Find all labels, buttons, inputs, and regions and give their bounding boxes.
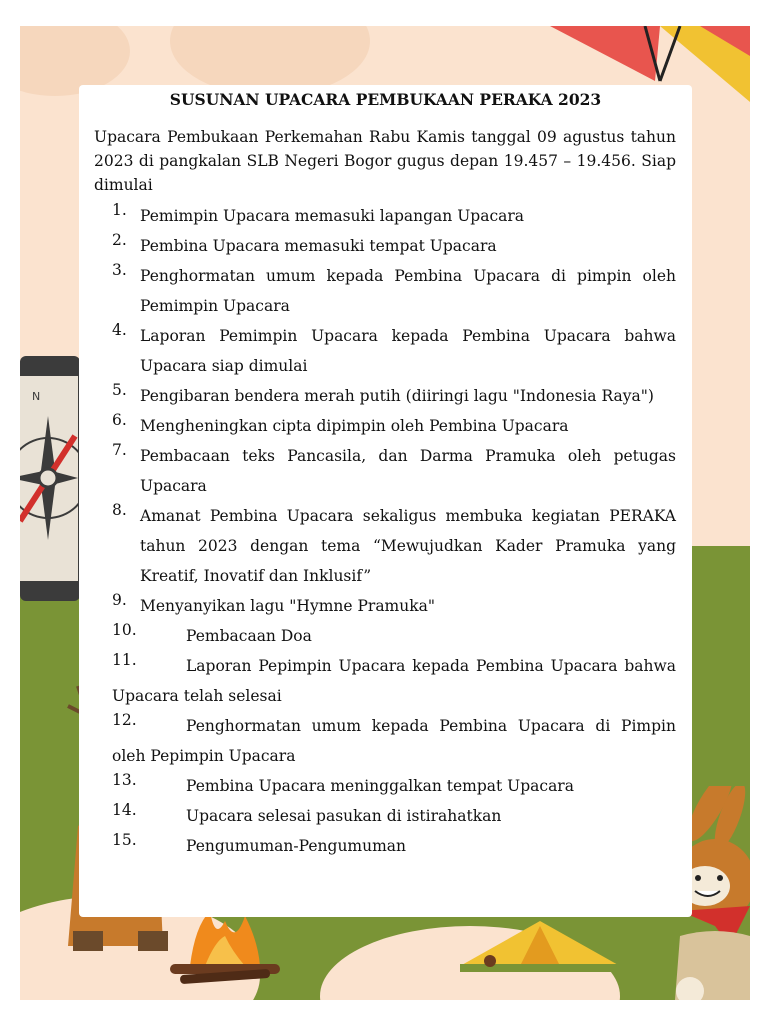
agenda-item: [112, 501, 676, 591]
agenda-item: [112, 261, 676, 321]
agenda-item-number: 4.: [112, 321, 127, 339]
agenda-item-number: 15.: [112, 831, 137, 849]
document-title: SUSUNAN UPACARA PEMBUKAAN PERAKA 2023: [169, 90, 602, 109]
agenda-item-number: 2.: [112, 231, 127, 249]
agenda-item-number: 10.: [112, 621, 137, 639]
agenda-item-text: Pengumuman-Pengumuman: [186, 837, 407, 855]
agenda-item-text: Laporan Pepimpin Upacara kepada Pembina Upacara bahwa Upacara telah selesai: [112, 657, 676, 705]
agenda-item: [112, 651, 676, 711]
agenda-item-number: 12.: [112, 711, 137, 729]
agenda-item-text: Pembacaan teks Pancasila, dan Darma Pramuka oleh petugas Upacara: [140, 447, 676, 495]
agenda-item-number: 8.: [112, 501, 127, 519]
agenda-item: [112, 411, 676, 441]
agenda-item-text: Mengheningkan cipta dipimpin oleh Pembina Upacara: [140, 417, 569, 435]
agenda-item-number: 13.: [112, 771, 137, 789]
agenda-item-text: Menyanyikan lagu "Hymne Pramuka": [140, 597, 435, 615]
agenda-item: [112, 591, 676, 621]
agenda-item: [112, 711, 676, 771]
agenda-item-text: Pengibaran bendera merah putih (diiringi lagu "Indonesia Raya"): [140, 387, 654, 405]
campfire-icon: [170, 906, 280, 986]
compass-icon: [20, 356, 80, 601]
agenda-item: [112, 771, 676, 801]
agenda-item: [112, 831, 676, 861]
agenda-item: [112, 621, 676, 651]
agenda-item-number: 9.: [112, 591, 127, 609]
agenda-item-text: Pemimpin Upacara memasuki lapangan Upacara: [140, 207, 525, 225]
agenda-list: [112, 201, 676, 861]
agenda-item: [112, 231, 676, 261]
agenda-item-text: Laporan Pemimpin Upacara kepada Pembina Upacara bahwa Upacara siap dimulai: [140, 327, 676, 375]
agenda-item-number: 7.: [112, 441, 127, 459]
agenda-item-text: Pembina Upacara meninggalkan tempat Upacara: [186, 777, 574, 795]
intro-paragraph: Upacara Pembukaan Perkemahan Rabu Kamis tanggal 09 agustus tahun 2023 di pangkalan SLB Negeri Bogor gugus depan 19.457 – 19.456. Siap dimulai: [94, 128, 676, 194]
agenda-item: [112, 441, 676, 501]
compass-letter-n: N: [32, 390, 41, 403]
agenda-item-text: Pembacaan Doa: [186, 627, 312, 645]
agenda-item-text: Pembina Upacara memasuki tempat Upacara: [140, 237, 497, 255]
agenda-item-number: 14.: [112, 801, 137, 819]
agenda-item-text: Penghormatan umum kepada Pembina Upacara di pimpin oleh Pemimpin Upacara: [140, 267, 676, 315]
agenda-item-number: 3.: [112, 261, 127, 279]
agenda-item-number: 6.: [112, 411, 127, 429]
agenda-item-text: Amanat Pembina Upacara sekaligus membuka kegiatan PERAKA tahun 2023 dengan tema “Mewujudkan Kader Pramuka yang Kreatif, Inovatif dan Inklusif”: [140, 507, 676, 585]
agenda-item-text: Upacara selesai pasukan di istirahatkan: [186, 807, 502, 825]
agenda-item: [112, 201, 676, 231]
agenda-item: [112, 801, 676, 831]
agenda-item-number: 11.: [112, 651, 137, 669]
agenda-item: [112, 321, 676, 381]
agenda-item: [112, 381, 676, 411]
agenda-item-number: 1.: [112, 201, 127, 219]
agenda-item-text: Penghormatan umum kepada Pembina Upacara di Pimpin oleh Pepimpin Upacara: [112, 717, 676, 765]
agenda-item-number: 5.: [112, 381, 127, 399]
